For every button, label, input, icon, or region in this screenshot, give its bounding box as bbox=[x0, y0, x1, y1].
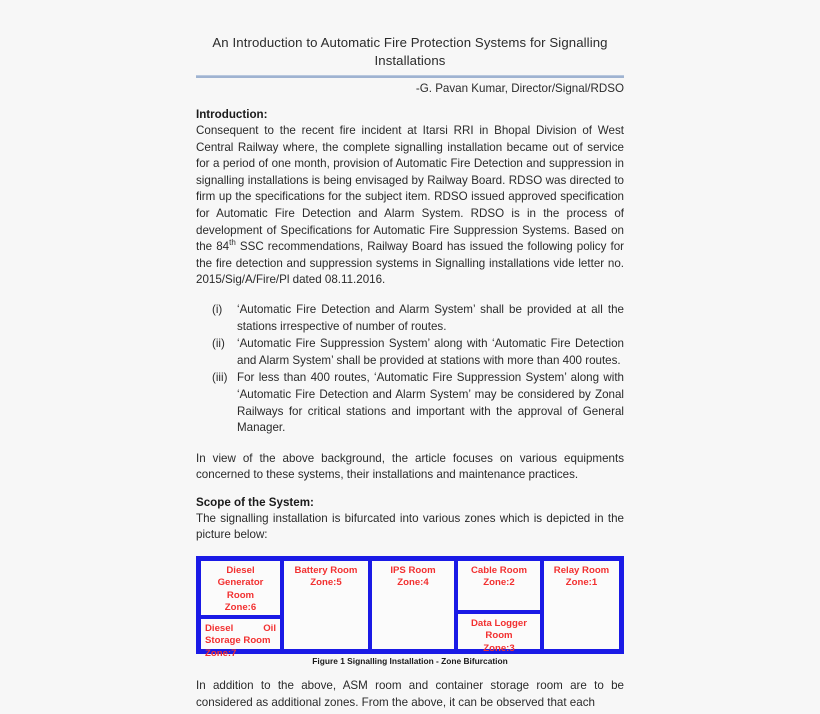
zone-cell-ips-room bbox=[370, 559, 456, 651]
list-item-text: ‘Automatic Fire Detection and Alarm System’ shall be provided at all the stations irrespective of number of routes. bbox=[237, 302, 624, 333]
list-item bbox=[212, 302, 624, 335]
zone-label-line: Cable Room bbox=[471, 565, 527, 577]
zone-label-line: Zone:4 bbox=[397, 577, 429, 589]
list-item-marker: (i) bbox=[212, 302, 223, 316]
zone-label-line: Zone:7 bbox=[205, 647, 237, 659]
author-byline: -G. Pavan Kumar, Director/Signal/RDSO bbox=[415, 82, 624, 95]
zone-cell-diesel-oil-storage-room bbox=[199, 617, 282, 659]
paragraph-scope-intro: The signalling installation is bifurcated into various zones which is depicted in the picture below: bbox=[196, 511, 624, 542]
zone-bifurcation-diagram bbox=[196, 556, 624, 659]
zone-label-line: Generator bbox=[217, 577, 264, 589]
zone-label-line: Storage Room bbox=[205, 635, 271, 647]
zone-label-line: Room bbox=[485, 630, 513, 642]
paragraph-closing: In addition to the above, ASM room and container storage room are to be considered as additional zones. From the above, it can be observed that each bbox=[196, 679, 624, 709]
zone-label-line: Diesel bbox=[226, 565, 255, 577]
zone-cell-diesel-generator-room bbox=[199, 559, 282, 617]
zone-cell-cable-room bbox=[456, 559, 542, 612]
policy-list bbox=[196, 289, 624, 437]
zone-label-word: Oil bbox=[263, 623, 276, 635]
list-item-marker: (iii) bbox=[212, 371, 228, 385]
zone-label-line bbox=[203, 623, 278, 635]
intro-ordinal-superscript: th bbox=[229, 238, 236, 248]
zone-label-line: Battery Room bbox=[294, 565, 358, 577]
zone-label-line: Zone:3 bbox=[483, 642, 515, 654]
zone-label-line: Data Logger bbox=[471, 618, 527, 630]
heading-introduction: Introduction: bbox=[196, 108, 268, 121]
zone-label-line: Zone:6 bbox=[224, 602, 257, 614]
zone-label-word: Diesel bbox=[205, 623, 234, 635]
page-title: An Introduction to Automatic Fire Protection Systems for Signalling Installations bbox=[212, 35, 608, 68]
list-item-text: For less than 400 routes, ‘Automatic Fire Suppression System’ along with ‘Automatic Fire Detection and Alarm System’ may be considered by Zonal Railways for critical stations and important with the approval of General Manager. bbox=[237, 371, 624, 435]
zone-cell-relay-room bbox=[542, 559, 621, 651]
zone-label-line: Zone:5 bbox=[310, 577, 342, 589]
paragraph-introduction bbox=[196, 123, 624, 289]
zone-label-line: Room bbox=[226, 589, 255, 601]
zone-label-line: Relay Room bbox=[553, 565, 610, 577]
zone-label-line: Zone:1 bbox=[565, 577, 598, 589]
intro-text-part1: Consequent to the recent fire incident at Itarsi RRI in Bhopal Division of West Central Railway where, the complete signalling installation became out of service for a period of one month, provision of Automatic Fire Detection and suppression in signalling installations is being envisaged by Railway Board. RDSO was directed to firm up the specifications for the subject item. RDSO issued approved specification for Automatic Fire Detection and Alarm System. RDSO is in the process of development of Specifications for Automatic Fire Suppression Systems. Based on the 84 bbox=[196, 124, 624, 254]
figure-caption: Figure 1 Signalling Installation - Zone Bifurcation bbox=[312, 656, 508, 667]
paragraph-background-note: In view of the above background, the article focuses on various equipments concerned to these systems, their installations and maintenance practices. bbox=[196, 451, 624, 482]
intro-text-part2: SSC recommendations, Railway Board has issued the following policy for the fire detection and suppression systems in Signalling installations vide letter no. 2015/Sig/A/Fire/Pl dated 08.11.2016. bbox=[196, 240, 624, 287]
list-item-text: ‘Automatic Fire Suppression System’ along with ‘Automatic Fire Detection and Alarm System’ shall be provided at stations with more than 400 routes. bbox=[237, 337, 624, 367]
list-item-marker: (ii) bbox=[212, 337, 225, 351]
list-item bbox=[212, 370, 624, 436]
list-item bbox=[212, 336, 624, 369]
figure-zone-bifurcation bbox=[196, 544, 624, 667]
heading-scope-of-the-system: Scope of the System: bbox=[196, 495, 314, 509]
document-content-column bbox=[196, 0, 624, 711]
zone-cell-battery-room bbox=[282, 559, 370, 651]
zone-cell-data-logger-room bbox=[456, 612, 542, 654]
zone-label-line: Zone:2 bbox=[483, 577, 515, 589]
zone-label-line: IPS Room bbox=[390, 565, 436, 577]
